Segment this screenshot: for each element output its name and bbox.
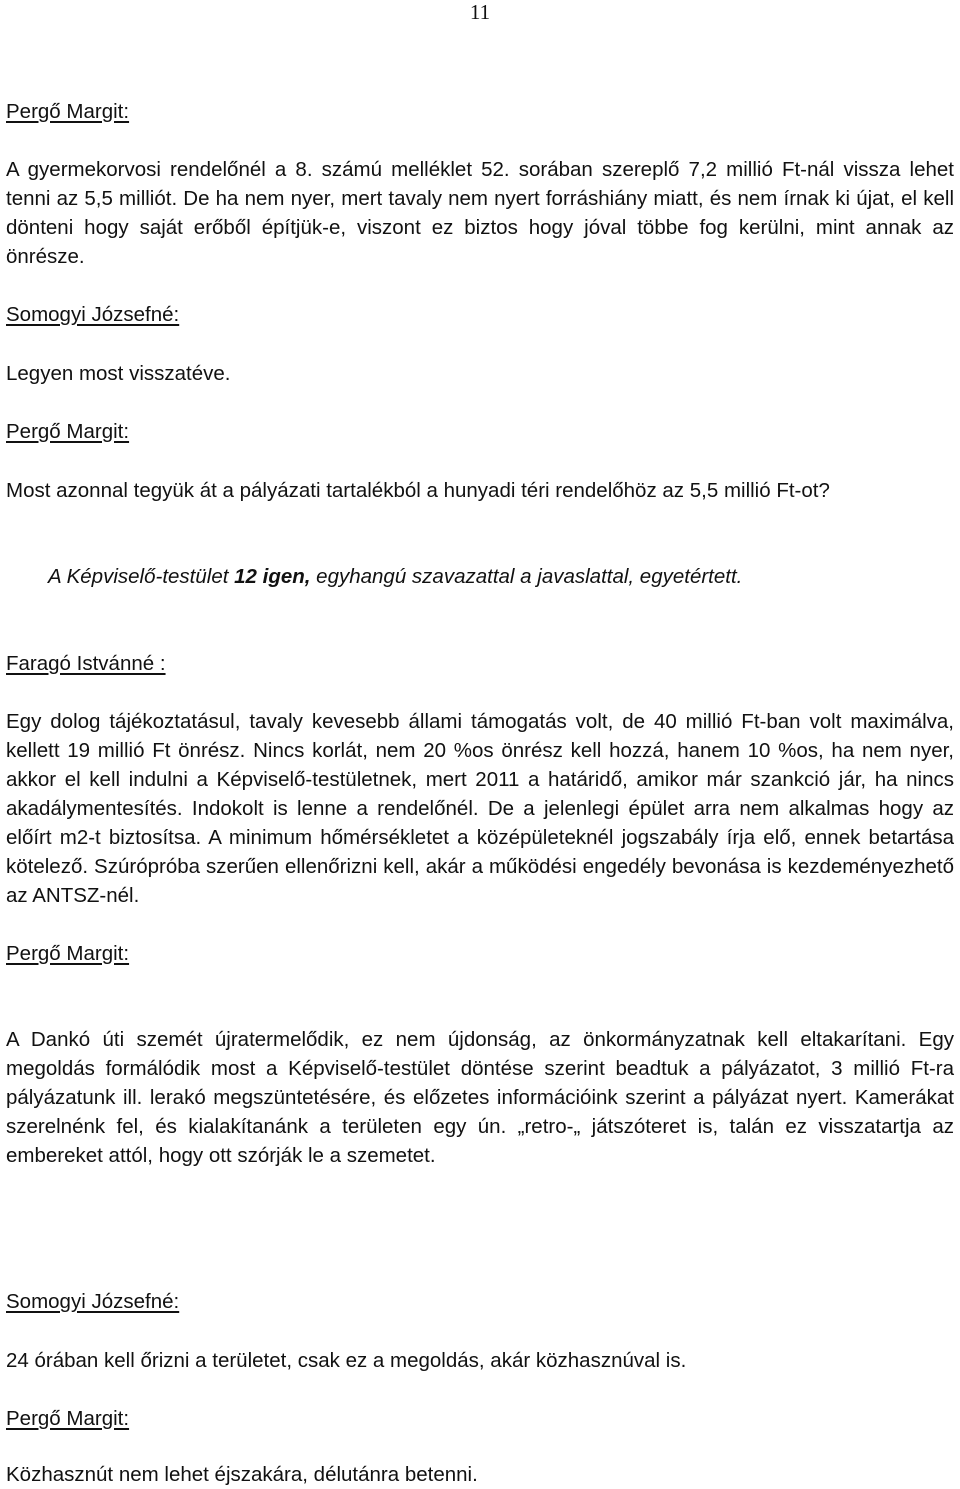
vote-result	[48, 565, 948, 589]
vote-count: 12 igen,	[234, 565, 311, 588]
speaker-label: Pergő Margit:	[6, 420, 130, 443]
vote-text-end: egyhangú szavazattal a javaslattal, egyetértett.	[310, 565, 743, 588]
speaker-label: Pergő Margit:	[6, 942, 130, 965]
speaker-label: Pergő Margit:	[6, 1407, 130, 1430]
page-number: 11	[469, 0, 491, 24]
speech-paragraph: Közhasznút nem lehet éjszakára, délutánra betenni.	[6, 1463, 478, 1486]
vote-text-start: A Képviselő-testület	[48, 565, 235, 588]
speech-paragraph: 24 órában kell őrizni a területet, csak ez a megoldás, akár közhasznúval is.	[6, 1349, 687, 1372]
speech-paragraph: Egy dolog tájékoztatásul, tavaly kevesebb állami támogatás volt, de 40 millió Ft-ban volt maximálva, kellett 19 millió Ft önrész. Nincs korlát, nem 20 %os önrész kell hozzá, hanem 10 %os, ha nem nyer, akkor el kell indulni a Képviselő-testületnek, mert 2011 a határidő, amikor már szankció jár, ha nincs akadálymentesítés. Indokolt is lenne a rendelőnél. De a jelenlegi épület arra nem alkalmas hogy az előírt m2-t biztosítsa. A minimum hőmérsékletet a középületeknél jogszabály írja elő, ennek betartása kötelező. Szúrópróba szerűen ellenőrizni kell, akár a működési engedély bevonása is kezdeményezhető az ANTSZ-nél.	[6, 710, 954, 907]
speaker-label: Pergő Margit:	[6, 100, 130, 123]
speech-paragraph: A gyermekorvosi rendelőnél a 8. számú melléklet 52. sorában szereplő 7,2 millió Ft-nál vissza lehet tenni az 5,5 milliót. De ha nem nyer, mert tavaly nem nyert forráshiány miatt, és nem írnak ki újat, el kell dönteni hogy saját erőből építjük-e, viszont ez biztos hogy jóval többe fog kerülni, mint annak az önrésze.	[6, 158, 954, 268]
speaker-label: Somogyi Józsefné:	[6, 303, 180, 326]
speaker-label: Faragó Istvánné :	[6, 652, 166, 675]
speech-paragraph: Most azonnal tegyük át a pályázati tartalékból a hunyadi téri rendelőhöz az 5,5 millió Ft-ot?	[6, 479, 830, 502]
speech-paragraph: Legyen most visszatéve.	[6, 362, 231, 385]
speech-paragraph: A Dankó úti szemét újratermelődik, ez nem újdonság, az önkormányzatnak kell eltakarítani. Egy megoldás formálódik most a Képviselő-testület döntése szerint beadtuk a pályázatot, 3 millió Ft-ra pályázatunk ill. lerakó megszüntetésére, és előzetes információink szerint a pályázat nyert. Kamerákat szerelnénk fel, és kialakítanánk a területen egy ún. „retro-„ játszóteret is, talán ez visszatartja az embereket attól, hogy ott szórják le a szemetet.	[6, 1028, 954, 1167]
speaker-label: Somogyi Józsefné:	[6, 1290, 180, 1313]
